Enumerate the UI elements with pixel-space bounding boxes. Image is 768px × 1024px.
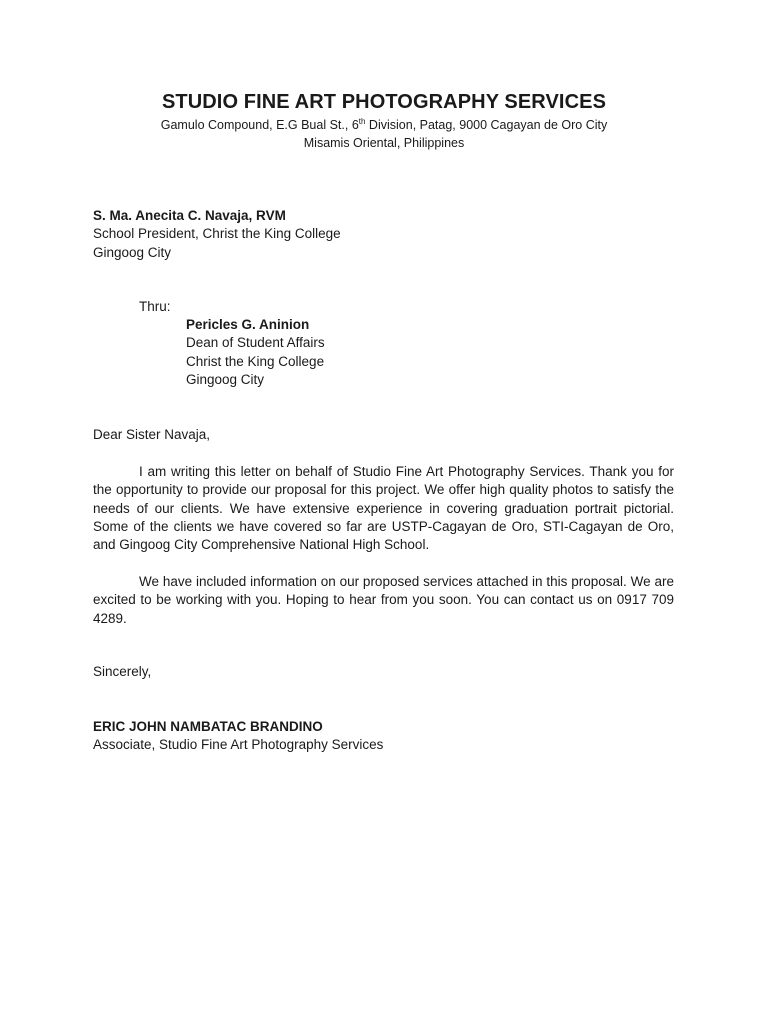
thru-block bbox=[186, 316, 325, 389]
recipient-city: Gingoog City bbox=[93, 244, 172, 260]
thru-label: Thru: bbox=[139, 299, 171, 314]
signatory-title: Associate, Studio Fine Art Photography Services bbox=[93, 737, 384, 753]
address-line-1-start: Gamulo Compound, E.G Bual St., 6 bbox=[160, 118, 359, 132]
salutation: Dear Sister Navaja, bbox=[93, 427, 211, 442]
company-address-line-1 bbox=[0, 116, 768, 134]
closing: Sincerely, bbox=[93, 664, 152, 679]
company-address-line-2: Misamis Oriental, Philippines bbox=[303, 136, 465, 150]
signatory-name: ERIC JOHN NAMBATAC BRANDINO bbox=[93, 719, 323, 734]
recipient-name: S. Ma. Anecita C. Navaja, RVM bbox=[93, 208, 286, 223]
address-ordinal-suffix: th bbox=[358, 116, 366, 126]
body-paragraph-1: I am writing this letter on behalf of Studio Fine Art Photography Services. Thank you for the opportunity to provide our proposal for this project. We offer high quality photos to satisfy the needs of our clients. We have extensive experience in covering graduation portrait pictorial. Some of the clients we have covered so far are USTP-Cagayan de Oro, STI-Cagayan de Oro, and Gingoog City Comprehensive National High School. bbox=[93, 464, 674, 553]
letterhead bbox=[0, 88, 768, 152]
recipient-title: School President, Christ the King College bbox=[93, 226, 341, 242]
recipient-block bbox=[93, 207, 674, 262]
thru-city: Gingoog City bbox=[186, 371, 265, 387]
thru-title: Dean of Student Affairs bbox=[186, 335, 325, 351]
thru-name: Pericles G. Aninion bbox=[186, 317, 310, 332]
thru-organization: Christ the King College bbox=[186, 353, 325, 369]
address-line-1-end: Division, Patag, 9000 Cagayan de Oro City bbox=[365, 118, 608, 132]
company-name: STUDIO FINE ART PHOTOGRAPHY SERVICES bbox=[161, 91, 607, 113]
body-paragraph-2: We have included information on our proposed services attached in this proposal. We are excited to be working with you. Hoping to hear from you soon. You can contact us on 0917 709 4289. bbox=[93, 574, 674, 626]
signatory-block bbox=[93, 718, 674, 755]
